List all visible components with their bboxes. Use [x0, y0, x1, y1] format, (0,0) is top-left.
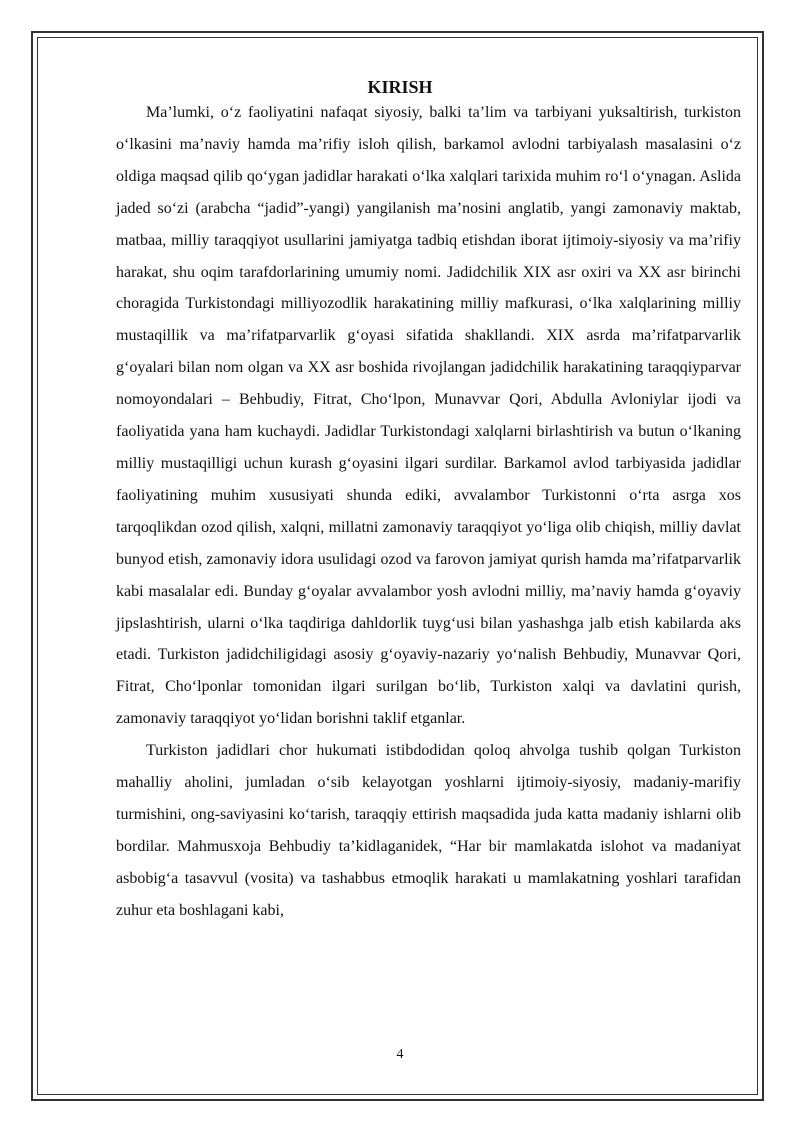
paragraph-1: Ma’lumki, o‘z faoliyatini nafaqat siyosiy, balki ta’lim va tarbiyani yuksaltirish, turkiston o‘lkasini ma’naviy hamda ma’rifiy isloh qilish, barkamol avlodni tarbiyalash masalasini o‘z oldiga maqsad qilib qo‘ygan jadidlar harakati o‘lka xalqlari tarixida muhim ro‘l o‘ynagan. Aslida jaded so‘zi (arabcha “jadid”-yangi) yangilanish ma’nosini anglatib, yangi zamonaviy maktab, matbaa, milliy taraqqiyot usullarini jamiyatga tadbiq etishdan iborat ijtimoiy-siyosiy va ma’rifiy harakat, shu oqim tarafdorlarining umumiy nomi. Jadidchilik XIX asr oxiri va XX asr birinchi choragida Turkistondagi milliyozodlik harakatining milliy mafkurasi, o‘lka xalqlarining milliy mustaqillik va ma’rifatparvarlik g‘oyasi sifatida shakllandi. XIX asrda ma’rifatparvarlik g‘oyalari bilan nom olgan va XX asr boshida rivojlangan jadidchilik harakatining taraqqiyparvar nomoyondalari – Behbudiy, Fitrat, Cho‘lpon, Munavvar Qori, Abdulla Avloniylar ijodi va faoliyatida yana ham kuchaydi. Jadidlar Turkistondagi xalqlarni birlashtirish va butun o‘lkaning milliy mustaqilligi uchun kurash g‘oyasini ilgari surdilar. Barkamol avlod tarbiyasida jadidlar faoliyatining muhim xususiyati shunda ediki, avvalambor Turkistonni o‘rta asrga xos tarqoqlikdan ozod qilish, xalqni, millatni zamonaviy taraqqiyot yo‘liga olib chiqish, milliy davlat bunyod etish, zamonaviy idora usulidagi ozod va farovon jamiyat qurish hamda ma’rifatparvarlik kabi masalalar edi. Bunday g‘oyalar avvalambor yosh avlodni milliy, ma’naviy hamda g‘oyaviy jipslashtirish, ularni o‘lka taqdiriga dahldorlik tuyg‘usi bilan yashashga jalb etish kabilarda aks etadi. Turkiston jadidchiligidagi asosiy g‘oyaviy-nazariy yo‘nalish Behbudiy, Munavvar Qori, Fitrat, Cho‘lponlar tomonidan ilgari surilgan bo‘lib, Turkiston xalqi va davlatini qurish, zamonaviy taraqqiyot yo‘lidan borishni taklif etganlar. — [116, 104, 741, 728]
body-text — [116, 97, 741, 927]
paragraph-2: Turkiston jadidlari chor hukumati istibdodidan qoloq ahvolga tushib qolgan Turkiston mahalliy aholini, jumladan o‘sib kelayotgan yoshlarni ijtimoiy-siyosiy, madaniy-marifiy turmishini, ong-saviyasini ko‘tarish, taraqqiy ettirish maqsadida juda katta madaniy ishlarni olib bordilar. Mahmusxoja Behbudiy ta’kidlaganidek, “Har bir mamlakatda islohot va madaniyat asbobig‘a tasavvul (vosita) va tashabbus etmoqlik harakati u mamlakatning yoshlari tarafidan zuhur eta boshlagani kabi, — [116, 742, 741, 919]
page-number: 4 — [396, 1047, 404, 1062]
page-title: KIRISH — [367, 77, 433, 97]
